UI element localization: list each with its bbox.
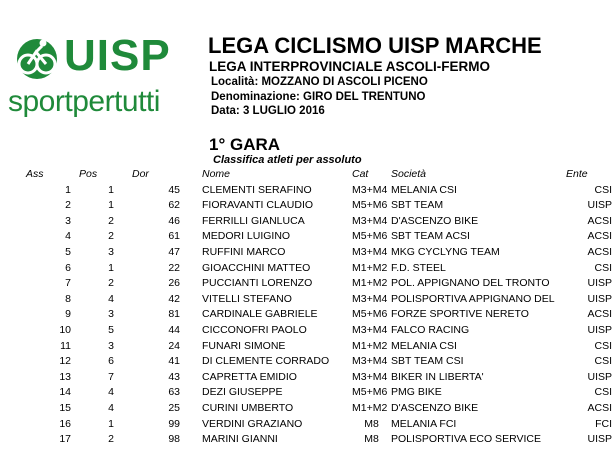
table-row: [0, 354, 612, 370]
cell-ass: 1: [65, 183, 71, 196]
cell-ass: 7: [65, 277, 71, 290]
cell-ente: ACSI: [587, 308, 612, 321]
document-title: LEGA CICLISMO UISP MARCHE: [208, 33, 542, 58]
table-row: [0, 370, 612, 386]
col-header-dor: Dor: [132, 168, 149, 180]
table-row: [0, 261, 612, 277]
cell-societa: POLISPORTIVA ECO SERVICE: [391, 433, 541, 446]
cell-societa: BIKER IN LIBERTA': [391, 370, 484, 383]
cell-societa: FALCO RACING: [391, 323, 470, 336]
cell-ente: UISP: [587, 199, 612, 212]
cell-ente: UISP: [587, 277, 612, 290]
table-row: [0, 245, 612, 261]
document-header: [208, 34, 608, 119]
col-header-ass: Ass: [26, 168, 44, 180]
cell-nome: FIORAVANTI CLAUDIO: [202, 199, 314, 212]
cell-ass: 6: [65, 261, 71, 274]
table-header-row: [0, 167, 612, 183]
cell-societa: MKG CYCLYNG TEAM: [391, 245, 500, 258]
cell-ass: 5: [65, 245, 71, 258]
cell-dor: 24: [168, 339, 180, 352]
cell-dor: 46: [168, 214, 180, 227]
cell-ass: 3: [65, 214, 71, 227]
table-row: [0, 183, 612, 199]
cell-societa: D'ASCENZO BIKE: [391, 401, 479, 414]
cell-ente: CSI: [594, 386, 612, 399]
table-row: [0, 385, 612, 401]
cell-societa: FORZE SPORTIVE NERETO: [391, 308, 529, 321]
results-table: [0, 167, 612, 448]
cell-ente: CSI: [594, 355, 612, 368]
cell-pos: 1: [108, 199, 114, 212]
cell-pos: 2: [108, 214, 114, 227]
cell-cat: M3+M4: [352, 323, 388, 336]
cell-nome: FUNARI SIMONE: [202, 339, 286, 352]
cell-societa: SBT TEAM: [391, 199, 444, 212]
cell-pos: 4: [108, 386, 114, 399]
cell-nome: VITELLI STEFANO: [202, 292, 292, 305]
cell-societa: MELANIA CSI: [391, 339, 457, 352]
cell-cat: M1+M2: [352, 401, 388, 414]
cell-cat: M3+M4: [352, 183, 388, 196]
cell-nome: CURINI UMBERTO: [202, 401, 294, 414]
table-row: [0, 339, 612, 355]
cell-pos: 3: [108, 339, 114, 352]
cell-pos: 1: [108, 417, 114, 430]
cell-societa: SBT TEAM ACSI: [391, 230, 470, 243]
cell-ass: 16: [59, 417, 71, 430]
cell-ente: FCI: [595, 417, 612, 430]
cell-dor: 81: [168, 308, 180, 321]
table-row: [0, 417, 612, 433]
cell-societa: D'ASCENZO BIKE: [391, 214, 479, 227]
cell-cat: M3+M4: [352, 214, 388, 227]
cell-dor: 41: [168, 355, 180, 368]
cell-dor: 22: [168, 261, 180, 274]
table-row: [0, 276, 612, 292]
cell-nome: PUCCIANTI LORENZO: [202, 277, 313, 290]
cell-cat: M3+M4: [352, 355, 388, 368]
cell-cat: M5+M6: [352, 386, 388, 399]
cell-dor: 47: [168, 245, 180, 258]
cell-pos: 4: [108, 401, 114, 414]
cell-dor: 26: [168, 277, 180, 290]
cell-ass: 2: [65, 199, 71, 212]
cell-dor: 61: [168, 230, 180, 243]
cell-pos: 1: [108, 261, 114, 274]
cell-ass: 4: [65, 230, 71, 243]
event-name: Denominazione: GIRO DEL TRENTUNO: [211, 90, 426, 103]
cell-nome: VERDINI GRAZIANO: [202, 417, 303, 430]
cell-ass: 13: [59, 370, 71, 383]
document-subtitle: LEGA INTERPROVINCIALE ASCOLI-FERMO: [209, 59, 491, 74]
cell-cat: M1+M2: [352, 277, 388, 290]
col-header-cat: Cat: [352, 168, 369, 180]
col-header-societa: Società: [391, 168, 427, 180]
cell-ente: UISP: [587, 323, 612, 336]
cell-ente: ACSI: [587, 401, 612, 414]
race-number: 1° GARA: [209, 135, 281, 154]
cell-pos: 3: [108, 308, 114, 321]
cell-ente: UISP: [587, 370, 612, 383]
cell-ente: CSI: [594, 183, 612, 196]
cell-ente: CSI: [594, 261, 612, 274]
cell-dor: 62: [168, 199, 180, 212]
cell-ass: 12: [59, 355, 71, 368]
cell-nome: FERRILLI GIANLUCA: [202, 214, 305, 227]
cell-pos: 2: [108, 277, 114, 290]
cell-dor: 42: [168, 292, 180, 305]
table-row: [0, 198, 612, 214]
cell-cat: M8: [364, 433, 379, 446]
cell-ass: 9: [65, 308, 71, 321]
cell-societa: PMG BIKE: [391, 386, 442, 399]
cell-cat: M1+M2: [352, 261, 388, 274]
cell-ente: ACSI: [587, 214, 612, 227]
col-header-nome: Nome: [202, 168, 231, 180]
cell-cat: M5+M6: [352, 308, 388, 321]
uisp-logo: [8, 30, 208, 130]
cell-nome: CICCONOFRI PAOLO: [202, 323, 307, 336]
cell-ass: 11: [60, 339, 71, 352]
cell-ente: UISP: [587, 292, 612, 305]
cell-dor: 25: [168, 401, 180, 414]
logo-tagline: sportpertutti: [8, 85, 160, 118]
cell-ass: 8: [65, 292, 71, 305]
table-row: [0, 292, 612, 308]
cell-pos: 7: [108, 370, 114, 383]
event-date: Data: 3 LUGLIO 2016: [211, 105, 325, 117]
cell-societa: POL. APPIGNANO DEL TRONTO: [391, 277, 550, 290]
cell-nome: CLEMENTI SERAFINO: [202, 183, 312, 196]
cell-dor: 45: [168, 183, 180, 196]
cell-cat: M5+M6: [352, 199, 388, 212]
cell-ass: 17: [59, 433, 71, 446]
cell-pos: 5: [108, 323, 114, 336]
cell-nome: MEDORI LUIGINO: [202, 230, 291, 243]
cell-societa: POLISPORTIVA APPIGNANO DEL: [391, 292, 555, 305]
cell-societa: SBT TEAM CSI: [391, 355, 464, 368]
table-row: [0, 229, 612, 245]
cell-pos: 2: [108, 230, 114, 243]
cell-ass: 15: [59, 401, 71, 414]
table-row: [0, 323, 612, 339]
cell-dor: 43: [168, 370, 180, 383]
logo-brand-text: UISP: [64, 31, 171, 80]
cell-ass: 14: [59, 386, 71, 399]
col-header-pos: Pos: [79, 168, 98, 180]
cell-cat: M1+M2: [352, 339, 388, 352]
cell-nome: DI CLEMENTE CORRADO: [202, 355, 330, 368]
cell-cat: M5+M6: [352, 230, 388, 243]
cell-cat: M3+M4: [352, 245, 388, 258]
cell-pos: 2: [108, 433, 114, 446]
cell-cat: M3+M4: [352, 370, 388, 383]
event-location: Località: MOZZANO DI ASCOLI PICENO: [211, 76, 428, 88]
cell-societa: F.D. STEEL: [391, 261, 446, 274]
cell-dor: 99: [168, 417, 180, 430]
cell-societa: MELANIA FCI: [391, 417, 457, 430]
cell-dor: 63: [168, 386, 180, 399]
cell-nome: CAPRETTA EMIDIO: [202, 370, 297, 383]
table-row: [0, 307, 612, 323]
cell-ente: ACSI: [587, 245, 612, 258]
cell-nome: MARINI GIANNI: [202, 433, 278, 446]
table-row: [0, 214, 612, 230]
cell-ente: UISP: [587, 433, 612, 446]
cell-pos: 6: [108, 355, 114, 368]
cell-ente: CSI: [594, 339, 612, 352]
cell-societa: MELANIA CSI: [391, 183, 457, 196]
cell-pos: 4: [108, 292, 114, 305]
cell-nome: CARDINALE GABRIELE: [202, 308, 318, 321]
cell-cat: M8: [364, 417, 379, 430]
cell-nome: DEZI GIUSEPPE: [202, 386, 283, 399]
cell-pos: 1: [108, 183, 114, 196]
cell-nome: GIOACCHINI MATTEO: [202, 261, 311, 274]
table-row: [0, 401, 612, 417]
cell-ente: ACSI: [587, 230, 612, 243]
cell-cat: M3+M4: [352, 292, 388, 305]
ranking-title: Classifica atleti per assoluto: [213, 154, 362, 166]
cell-dor: 44: [168, 323, 180, 336]
cell-nome: RUFFINI MARCO: [202, 245, 286, 258]
cell-pos: 3: [108, 245, 114, 258]
cyclist-emblem-icon: [10, 34, 64, 82]
cell-ass: 10: [59, 323, 71, 336]
cell-dor: 98: [168, 433, 180, 446]
table-row: [0, 432, 612, 448]
col-header-ente: Ente: [566, 168, 588, 180]
